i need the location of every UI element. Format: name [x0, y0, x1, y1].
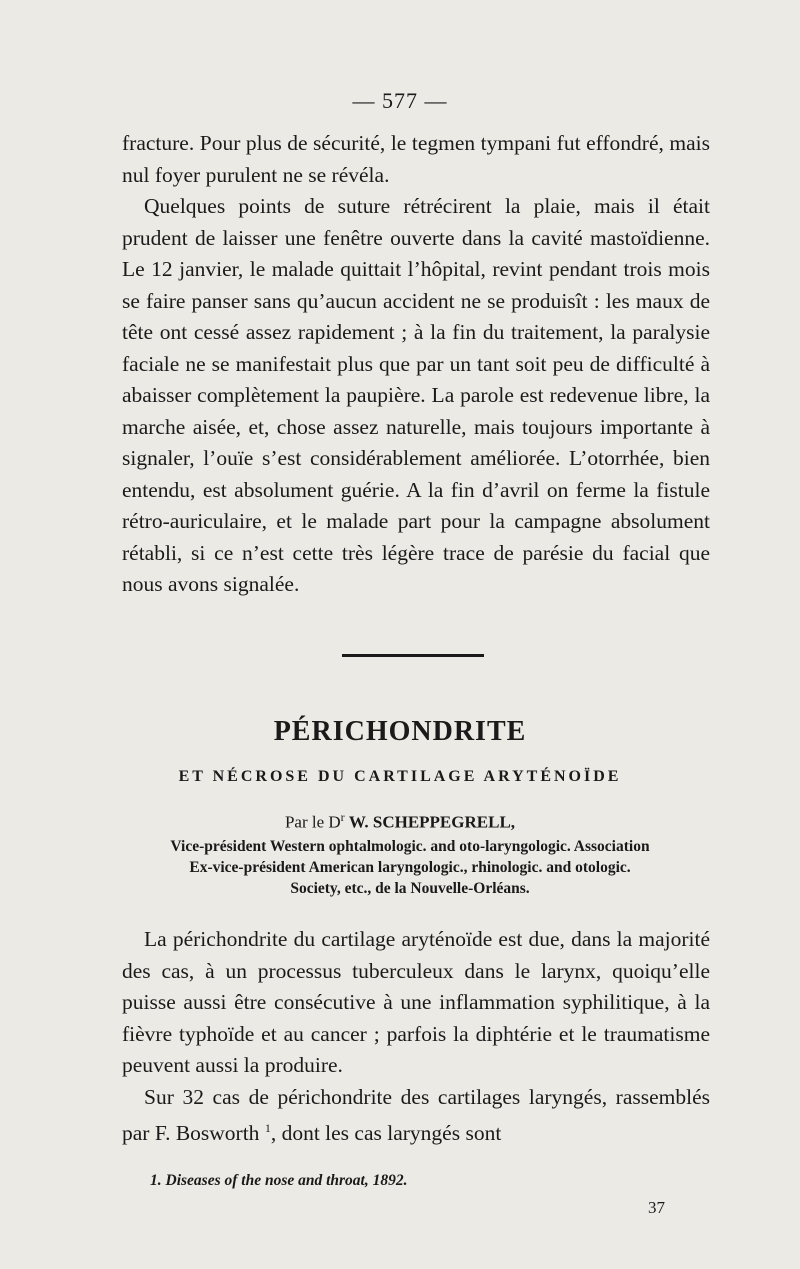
bottom-text-block [122, 924, 710, 1150]
paragraph: La périchondrite du cartilage aryténoïde est due, dans la majorité des cas, à un processus tuberculeux dans le larynx, quoiqu’elle puisse aussi être consécutive à une inflammation syphilitique, à la fièvre typhoïde et au cancer ; parfois la diphtérie et le traumatisme peuvent aussi la produire. [122, 927, 710, 1077]
footnote-reference: 1 [264, 1121, 271, 1135]
page-number: — 577 — [352, 88, 448, 113]
paragraph-with-footnote [122, 1082, 710, 1150]
paragraph: fracture. Pour plus de sécurité, le tegmen tympani fut effondré, mais nul foyer purulent ne se révéla. [122, 131, 710, 187]
affiliation-line: Ex-vice-président American laryngologic., rhinologic. and otologic. [189, 859, 631, 876]
author-title-sup: r [340, 810, 345, 824]
article-subtitle: ET NÉCROSE DU CARTILAGE ARYTÉNOÏDE [178, 768, 622, 785]
section-divider [342, 654, 484, 657]
top-text-block [122, 128, 710, 601]
article-title: PÉRICHONDRITE [273, 716, 527, 747]
author-line [0, 810, 800, 833]
signature-mark: 37 [648, 1198, 665, 1217]
footnote: 1. Diseases of the nose and throat, 1892. [150, 1172, 408, 1189]
paragraph-tail: , dont les cas laryngés sont [270, 1121, 502, 1146]
author-prefix: Par le D [284, 812, 341, 832]
affiliation-line: Society, etc., de la Nouvelle-Orléans. [290, 880, 530, 897]
paragraph: Quelques points de suture rétrécirent la plaie, mais il était prudent de laisser une fenêtre ouverte dans la cavité mastoïdienne. Le 12 janvier, le malade quittait l’hôpital, revint pendant trois mois se faire panser sans qu’aucun accident ne se produisît : les maux de tête ont cessé assez rapidement ; à la fin du traitement, la paralysie faciale ne se manifestait plus que par un tant soit peu de difficulté à abaisser complètement la paupière. La parole est redevenue libre, la marche aisée, et, chose assez naturelle, mais toujours importante à signaler, l’ouïe s’est considérablement améliorée. L’otorrhée, bien entendu, est absolument guérie. A la fin d’avril on ferme la fistule rétro-auriculaire, et le malade part pour la campagne absolument rétabli, si ce n’est cette très légère trace de parésie du facial que nous avons signalée. [122, 194, 710, 596]
affiliation-line: Vice-président Western ophtalmologic. and oto-laryngologic. Association [170, 838, 650, 855]
paragraph-text: Sur 32 cas de périchondrite des cartilages laryngés, rassemblés par F. Bosworth [122, 1084, 710, 1146]
author-name: W. SCHEPPEGRELL, [348, 812, 516, 832]
